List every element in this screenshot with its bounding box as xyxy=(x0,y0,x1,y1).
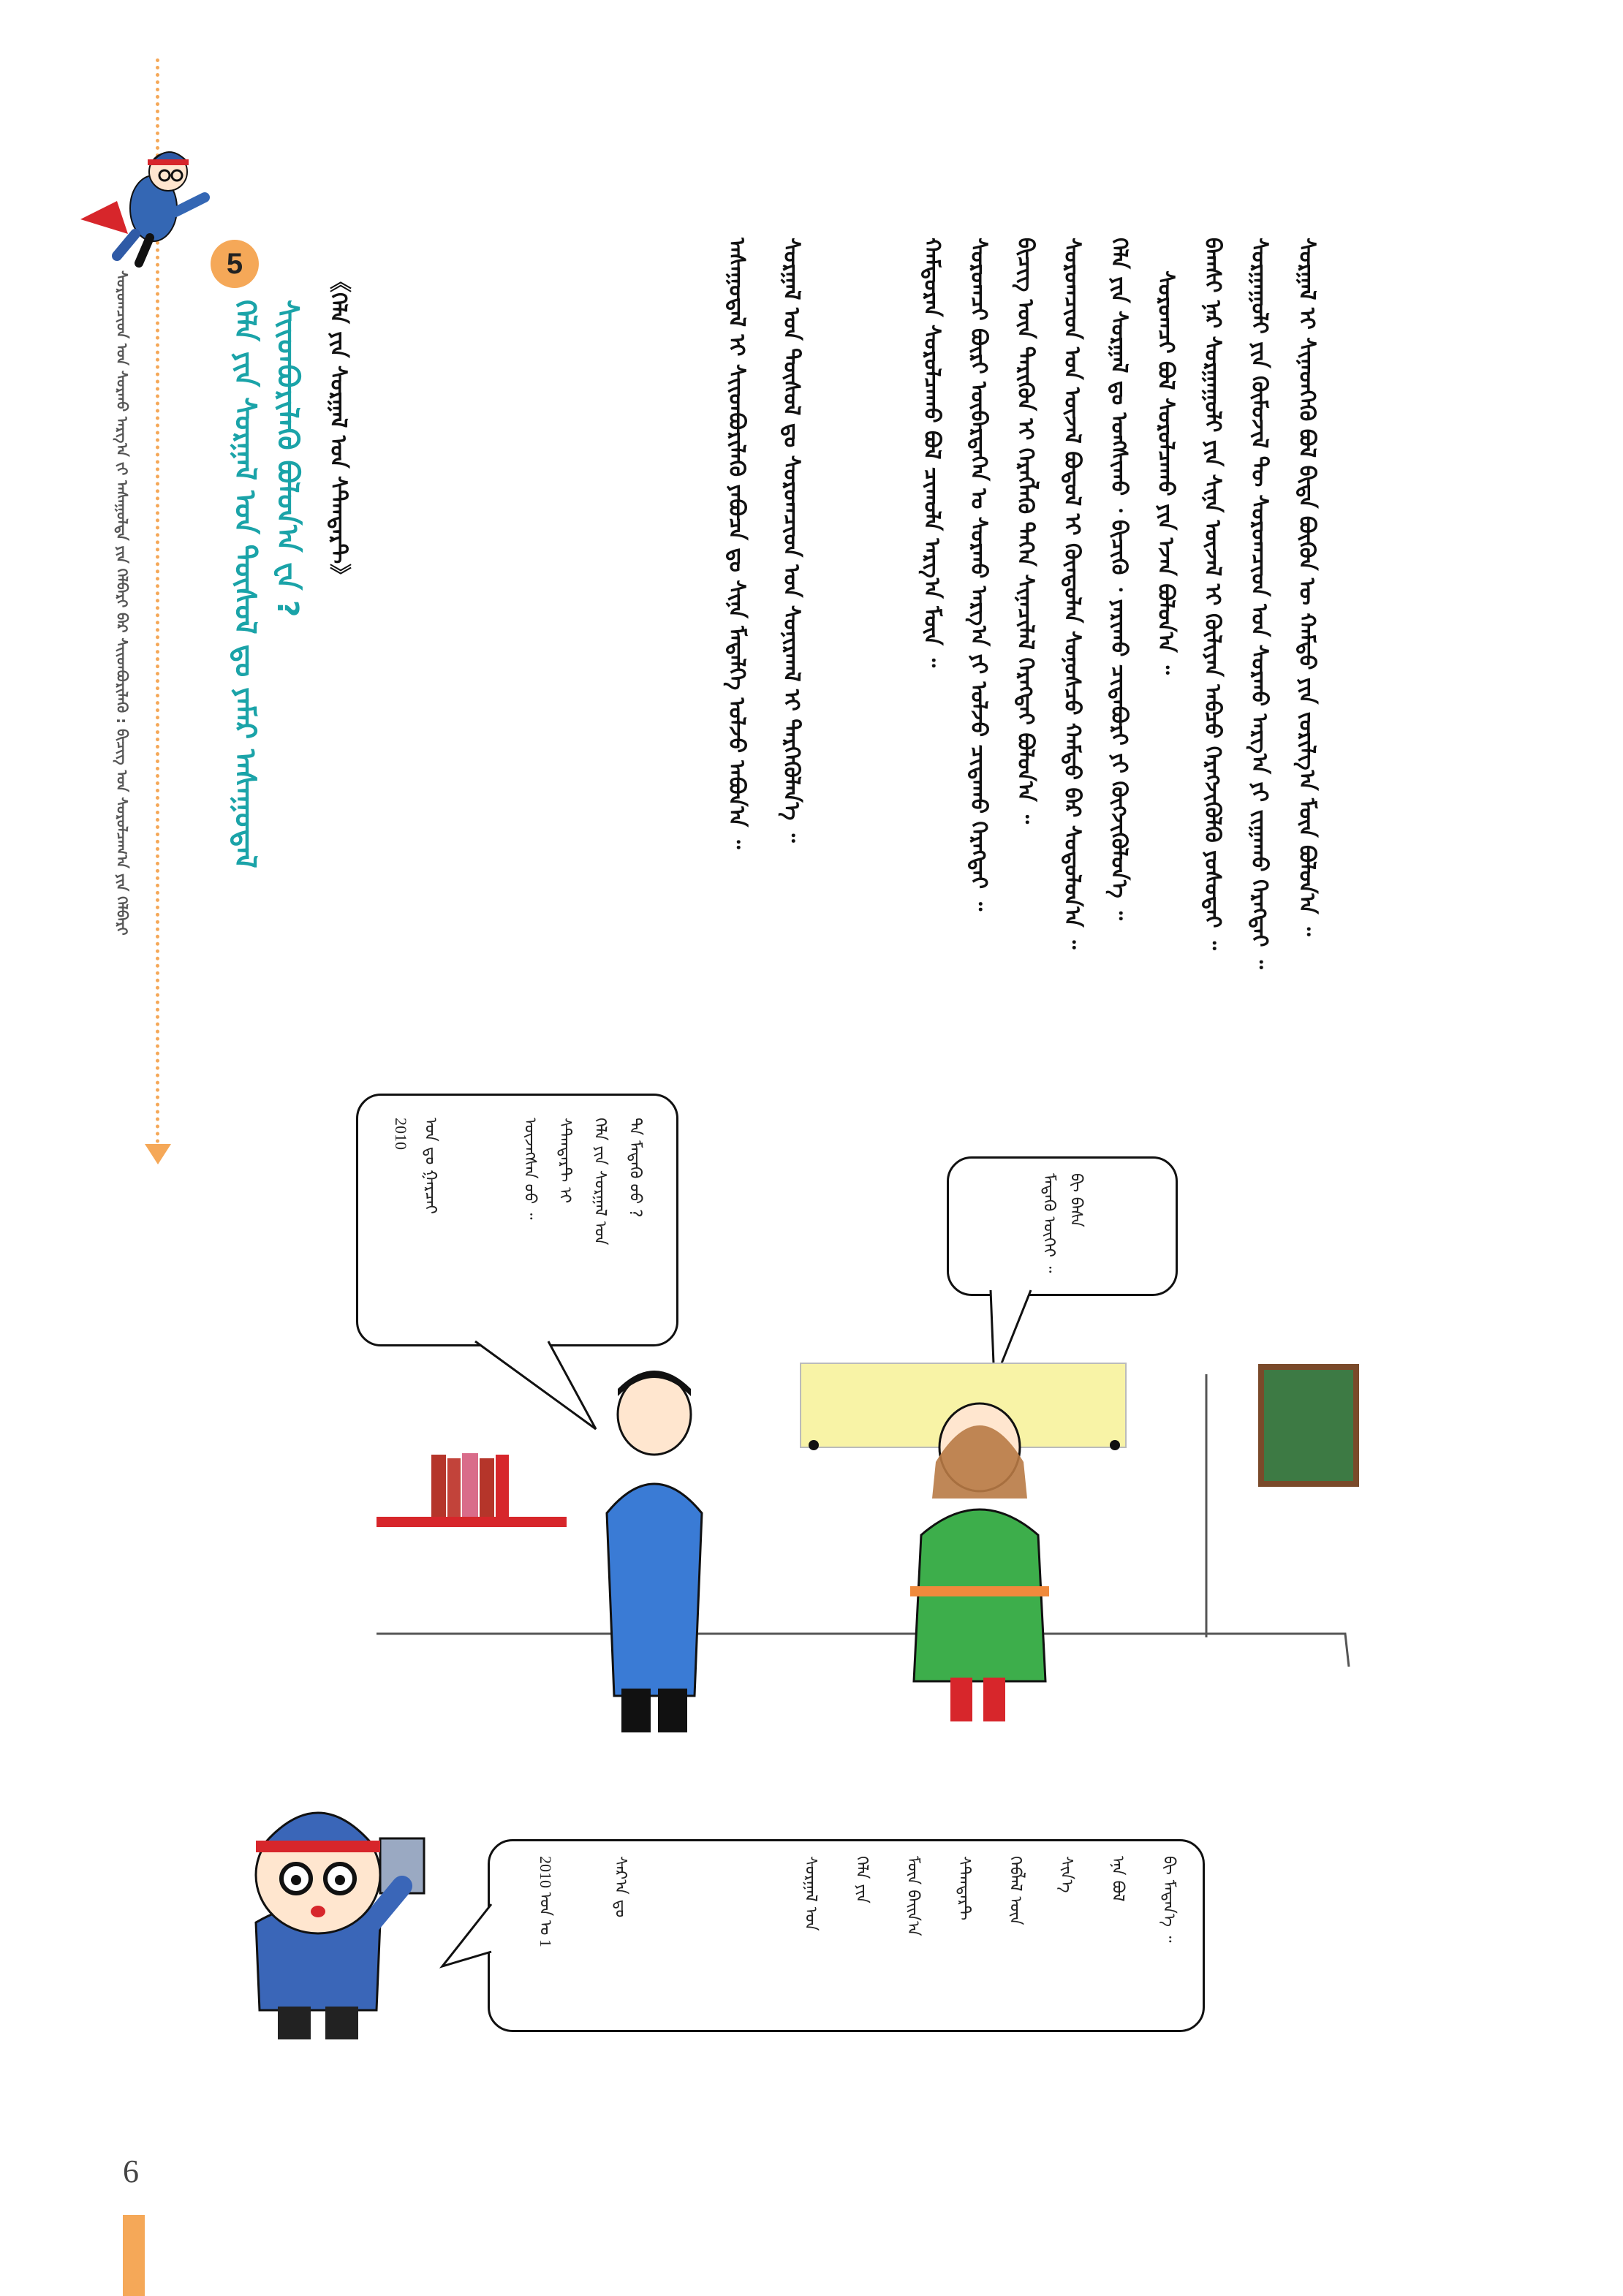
body-column: ᠰᠤᠷᠤᠭᠴᠢ ᠪᠣᠯ ᠰᠤᠷᠤᠯᠴᠠᠬᠤ ᠶᠢᠨ ᠡᠵᠡᠨ ᠪᠣᠯᠤᠨ᠎ᠠ ᠃ xyxy=(1153,270,1179,675)
section-number: 5 xyxy=(226,247,243,280)
bubble-tail-boy xyxy=(439,1901,497,1988)
bubble-text: ᠰᠢᠨ᠎ᠡ xyxy=(1057,1856,1075,1893)
bubble-text: ᠬᠡᠪᠯᠡᠯ ᠦᠨ xyxy=(1006,1856,1024,1925)
bubble-text: ᠬᠡᠯᠡ ᠶᠢᠨ xyxy=(852,1856,871,1903)
guide-arrow-icon xyxy=(145,1144,171,1164)
page-number: 6 xyxy=(123,2153,139,2189)
bubble-text: ᠡᠨᠡ ᠪᠣᠯ xyxy=(1108,1856,1127,1902)
bubble-text: ᠰᠤᠷᠭᠠᠯ ᠤᠨ xyxy=(801,1856,820,1931)
body-column: 《ᠬᠡᠯᠡ ᠶᠢᠨ ᠰᠤᠷᠭᠠᠯ ᠤᠨ ᠰᠲ᠋ᠠᠨᠳᠠᠷᠲ》 xyxy=(325,270,351,586)
running-header: ᠰᠤᠷᠤᠭᠴᠢᠳ ᠤᠨ ᠰᠤᠷᠬᠤ ᠠᠷᠭ᠎ᠠ ᠵᠢ ᠠᠰᠠᠭᠤᠯᠲᠠ ᠶᠢᠨ ᠬᠡᠯᠪᠡᠷᠢ ᠪᠡᠷ ᠰᠢᠢᠳᠪᠦᠷᠢᠯᠡᠬᠦ : ᠪᠢᠴᠢᠭ ᠤᠨ ᠰᠤᠷᠤᠯᠴᠠᠭ᠎ᠠ ᠶᠢᠨ ᠬᠡᠯᠪᠡᠷᠢ xyxy=(113,270,131,936)
bubble-text: ᠮᠥᠨ ᠪᠠᠢᠨ᠎ᠠ xyxy=(904,1856,922,1936)
classroom-illustration xyxy=(366,1345,1389,1798)
body-column: ᠠᠰᠠᠭᠤᠳᠠᠯ ᠢ ᠰᠢᠢᠳᠪᠦᠷᠢᠯᠡᠬᠦ ᠶᠠᠪᠤᠴᠠ ᠳᠤ ᠰᠢᠨᠡ ᠮᠡᠳᠡᠯᠭᠡ ᠣᠯᠵᠤ ᠠᠪᠤᠨ᠎ᠠ ᠃ xyxy=(724,238,749,849)
bubble-text: ᠬᠡᠯᠡ ᠶᠢᠨ ᠰᠤᠷᠭᠠᠯ ᠤᠨ xyxy=(591,1118,609,1246)
body-column: ᠬᠠᠮᠲᠤᠷᠠᠨ ᠰᠤᠷᠤᠯᠴᠠᠬᠤ ᠪᠣᠯ ᠴᠢᠬᠤᠯᠠ ᠠᠷᠭ᠎ᠠ ᠮᠥᠨ ᠃ xyxy=(919,238,945,668)
bubble-text: 2010 ᠣᠨ ᠤ 1 xyxy=(537,1856,555,1947)
section-number-badge xyxy=(211,240,259,288)
bubble-text: ᠣᠨ ᠳᠤ ᠭᠠᠷᠴᠠᠢ xyxy=(421,1118,439,1214)
speech-bubble-woman xyxy=(947,1156,1178,1296)
speech-bubble-man xyxy=(356,1094,678,1346)
body-column: ᠰᠤᠷᠤᠭᠴᠢᠳ ᠤᠨ ᠦᠵᠡᠯ ᠪᠣᠳᠤᠯ ᠢ ᠬᠦᠨᠳᠦᠯᠡᠨ ᠰᠣᠨᠣᠰᠴᠤ ᠬᠠᠮᠲᠤ ᠪᠡᠷ ᠰᠤᠳᠤᠯᠤᠨ᠎ᠠ ᠃ xyxy=(1059,238,1085,950)
body-column: ᠪᠠᠭᠰᠢ ᠨᠠᠷ ᠰᠤᠷᠭᠠᠭᠤᠯᠢ ᠶᠢᠨ ᠰᠢᠨᠡ ᠦᠵᠡᠯ ᠢ ᠬᠦᠯᠢᠶᠡᠨ ᠠᠪᠴᠤ ᠬᠡᠷᠡᠭᠵᠢᠭᠦᠯᠬᠦ ᠶᠣᠰᠤᠲᠠᠢ ᠃ xyxy=(1200,238,1225,950)
body-column: ᠪᠢᠴᠢᠭ ᠦᠨ ᠲᠡᠷᠢᠭᠦᠨ ᠢ ᠬᠡᠷᠡᠭᠯᠡᠬᠦ ᠳᠡᠭᠡᠨ ᠰᠢᠨᠡᠴᠢᠯᠡᠯ ᠬᠡᠷᠡᠭᠲᠡᠢ ᠪᠣᠯᠤᠨ᠎ᠠ ᠃ xyxy=(1013,238,1038,824)
bubble-text: ᠮᠡᠳᠡᠬᠦ ᠦᠭᠡᠢ ᠃ xyxy=(1040,1173,1058,1273)
section-title-line2: ᠰᠢᠢᠳᠪᠦᠷᠢᠯᠡᠬᠦ ᠪᠣᠯᠤᠨ᠎ᠠ ᠸᠡ ? xyxy=(270,300,304,618)
section-title-line1: ᠬᠡᠯᠡ ᠶᠢᠨ ᠰᠤᠷᠭᠠᠯ ᠤᠨ ᠲᠥᠰᠥᠯ ᠳᠤ ᠶᠠᠮᠠᠷ ᠠᠰᠠᠭᠤᠳᠠᠯ xyxy=(228,300,262,868)
bubble-text: ᠲᠠ ᠮᠡᠳᠡᠬᠦ ᠦᠦ ? xyxy=(626,1118,644,1218)
bubble-text: ᠪᠢ ᠮᠡᠳᠡᠨ᠎ᠡ ᠃ xyxy=(1159,1856,1178,1943)
page-accent-bar xyxy=(123,2215,145,2296)
body-column: ᠰᠤᠷᠭᠠᠭᠤᠯᠢ ᠶᠢᠨ ᠬᠥᠮᠦᠵᠢᠯ ᠲᠦ ᠰᠤᠷᠤᠭᠴᠢᠳ ᠤᠨ ᠰᠤᠷᠬᠤ ᠠᠷᠭ᠎ᠠ ᠶᠢ ᠵᠢᠭᠠᠬᠤ ᠬᠡᠷᠡᠭᠲᠡᠢ ᠃ xyxy=(1246,238,1272,969)
body-column: ᠬᠡᠯᠡ ᠶᠢᠨ ᠰᠤᠷᠭᠠᠯ ᠳᠤ ᠤᠩᠰᠢᠬᠤ ᠂ ᠪᠢᠴᠢᠬᠦ ᠂ ᠶᠠᠷᠢᠬᠤ ᠴᠢᠳᠠᠪᠤᠷᠢ ᠶᠢ ᠬᠥᠭᠵᠢᠭᠦᠯᠦᠨ᠎ᠡ ᠃ xyxy=(1106,238,1132,920)
bubble-text: ᠰᠠᠷ᠎ᠠ ᠳᠤ xyxy=(611,1856,629,1918)
bubble-text: ᠦᠵᠡᠭᠰᠡᠨ ᠦᠦ ᠃ xyxy=(521,1118,539,1220)
bubble-text: ᠰᠲ᠋ᠠᠨᠳᠠᠷᠲ ᠢ xyxy=(556,1118,574,1203)
flying-boy-illustration xyxy=(66,132,212,270)
speech-bubble-boy xyxy=(488,1839,1205,2032)
body-column: ᠰᠤᠷᠭᠠᠯ ᠢ ᠰᠢᠨᠡᠳᠬᠡᠬᠦ ᠪᠣᠯ ᠪᠢᠳᠡ ᠪᠦᠬᠦᠨ ᠦ ᠬᠠᠮᠲᠤ ᠶᠢᠨ ᠵᠣᠷᠢᠯᠭ᠎ᠠ ᠮᠥᠨ ᠪᠣᠯᠤᠨ᠎ᠠ ᠃ xyxy=(1294,238,1320,936)
bubble-text: ᠰᠲ᠋ᠠᠨᠳᠠᠷᠲ xyxy=(955,1856,973,1921)
bubble-text: 2010 xyxy=(392,1118,410,1150)
boy-with-paper-illustration xyxy=(212,1769,446,2061)
body-column: ᠰᠤᠷᠤᠭᠴᠢ ᠪᠦᠷᠢ ᠥᠪᠡᠷᠲᠡᠭᠡᠨ ᠤ ᠰᠤᠷᠬᠤ ᠠᠷᠭ᠎ᠠ ᠶᠢ ᠣᠯᠵᠤ ᠴᠢᠳᠠᠬᠤ ᠬᠡᠷᠡᠭᠲᠡᠢ ᠃ xyxy=(966,238,991,912)
body-column: ᠰᠤᠷᠭᠠᠯ ᠤᠨ ᠲᠥᠰᠥᠯ ᠳᠤ ᠰᠤᠷᠤᠭᠴᠢᠳ ᠤᠨ ᠰᠣᠨᠢᠷᠬᠠᠯ ᠢ ᠲᠡᠷᠭᠡᠭᠦᠯᠡᠨ᠎ᠡ ᠃ xyxy=(779,238,804,843)
bubble-text: ᠪᠢ ᠪᠠᠰᠠ xyxy=(1067,1173,1085,1227)
